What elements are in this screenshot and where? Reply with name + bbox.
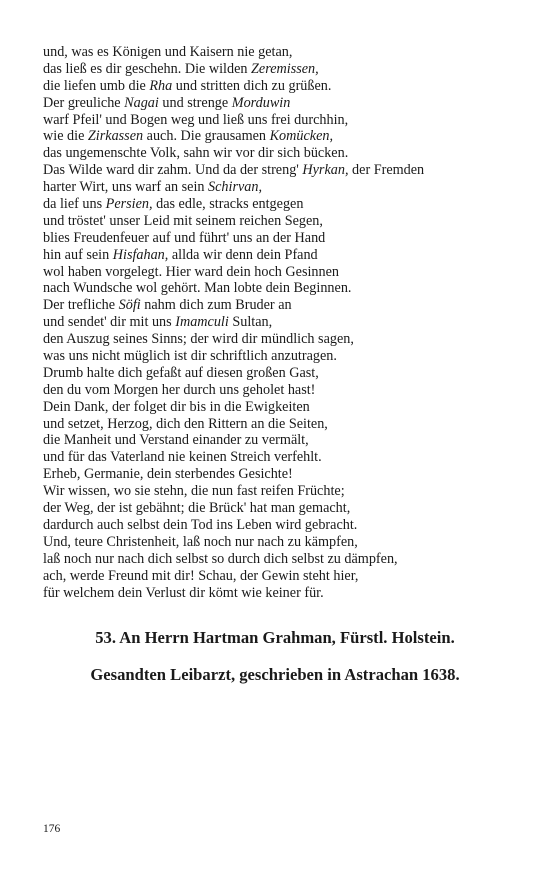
poem-line xyxy=(43,280,513,297)
poem-line xyxy=(43,399,513,416)
poem-line xyxy=(43,365,513,382)
poem-text: nach Wundsche wol gehört. Man lobte dein Beginnen. xyxy=(43,280,352,297)
poem-text: Wir wissen, wo sie stehn, die nun fast reifen Früchte; xyxy=(43,483,345,500)
poem-line xyxy=(43,213,513,230)
poem-text: harter Wirt, uns warf an sein xyxy=(43,179,209,196)
poem-text: dardurch auch selbst dein Tod ins Leben wird gebracht. xyxy=(43,516,358,533)
poem-line xyxy=(43,297,513,314)
poem-text: der Fremden xyxy=(348,162,425,179)
poem-text: das edle, stracks entgegen xyxy=(152,196,304,213)
poem-text: den Auszug seines Sinns; der wird dir mündlich sagen, xyxy=(43,331,354,348)
poem-line xyxy=(43,331,513,348)
poem-line xyxy=(43,44,513,61)
poem-text: und setzet, Herzog, dich den Rittern an die Seiten, xyxy=(43,415,328,432)
poem-text: nahm dich zum Bruder an xyxy=(140,297,292,314)
poem-line xyxy=(43,517,513,534)
italic-place-name: Imamculi xyxy=(175,314,229,331)
poem-text: den du vom Morgen her durch uns geholet hast! xyxy=(43,381,316,398)
italic-place-name: Söfi xyxy=(118,297,141,314)
poem-text: hin auf sein xyxy=(43,246,113,263)
poem-line xyxy=(43,78,513,95)
poem-text: warf Pfeil' und Bogen weg und ließ uns frei durchhin, xyxy=(43,111,349,128)
poem-text: Der trefliche xyxy=(43,297,119,314)
italic-place-name: Persien, xyxy=(105,196,153,213)
poem-text: auch. Die grausamen xyxy=(143,128,270,145)
poem-line xyxy=(43,449,513,466)
poem-text: allda wir denn dein Pfand xyxy=(168,246,318,263)
italic-place-name: Morduwin xyxy=(231,94,291,111)
poem-line xyxy=(43,314,513,331)
italic-place-name: Nagai xyxy=(124,94,159,111)
poem-line xyxy=(43,466,513,483)
poem-text: blies Freudenfeuer auf und führt' uns an der Hand xyxy=(43,229,326,246)
poem-title-line-2: Gesandten Leibarzt, geschrieben in Astrachan 1638. xyxy=(90,665,460,684)
poem-text: Dein Dank, der folget dir bis in die Ewigkeiten xyxy=(43,398,310,415)
poem-line xyxy=(43,247,513,264)
poem-text: Das Wilde ward dir zahm. Und da der streng' xyxy=(43,162,303,179)
poem-text: und tröstet' unser Leid mit seinem reichen Segen, xyxy=(43,212,323,229)
poem-line xyxy=(43,128,513,145)
italic-place-name: Hyrkan, xyxy=(302,162,349,179)
poem-line xyxy=(43,95,513,112)
poem-title-line-1: 53. An Herrn Hartman Grahman, Fürstl. Holstein. xyxy=(95,628,455,647)
poem-text: Sultan, xyxy=(228,314,273,331)
poem-text: für welchem dein Verlust dir kömt wie keiner für. xyxy=(43,584,324,601)
poem-text: laß noch nur nach dich selbst so durch dich selbst zu dämpfen, xyxy=(43,550,398,567)
italic-place-name: Komücken, xyxy=(269,128,334,145)
italic-place-name: Hisfahan, xyxy=(112,246,169,263)
poem-line xyxy=(43,230,513,247)
poem-text: das ließ es dir geschehn. Die wilden xyxy=(43,60,252,77)
poem-text: wie die xyxy=(43,128,88,145)
poem-text: die liefen umb die xyxy=(43,77,150,94)
poem-line xyxy=(43,145,513,162)
poem-text: Der greuliche xyxy=(43,94,125,111)
italic-place-name: Schirvan, xyxy=(208,179,263,196)
poem-text: ach, werde Freund mit dir! Schau, der Gewin steht hier, xyxy=(43,567,359,584)
italic-place-name: Zeremissen, xyxy=(251,60,319,77)
poem-text: und stritten dich zu grüßen. xyxy=(172,77,332,94)
poem-line xyxy=(43,179,513,196)
poem-line xyxy=(43,112,513,129)
poem-line xyxy=(43,568,513,585)
poem-text: was uns nicht müglich ist dir schriftlich anzutragen. xyxy=(43,348,337,365)
poem-line xyxy=(43,196,513,213)
poem-line xyxy=(43,61,513,78)
poem-text: und für das Vaterland nie keinen Streich verfehlt. xyxy=(43,449,322,466)
poem-line xyxy=(43,432,513,449)
italic-place-name: Zirkassen xyxy=(87,128,144,145)
poem-text: Und, teure Christenheit, laß noch nur nach zu kämpfen, xyxy=(43,533,358,550)
poem-line xyxy=(43,162,513,179)
poem-line xyxy=(43,382,513,399)
poem-line xyxy=(43,483,513,500)
poem-text: das ungemenschte Volk, sahn wir vor dir sich bücken. xyxy=(43,145,349,162)
poem-text: wol haben vorgelegt. Hier ward dein hoch Gesinnen xyxy=(43,263,340,280)
poem-line xyxy=(43,585,513,602)
poem-line xyxy=(43,500,513,517)
poem-text: und, was es Königen und Kaisern nie getan, xyxy=(43,44,293,60)
poem-body xyxy=(43,44,513,601)
poem-text: der Weg, der ist gebähnt; die Brück' hat man gemacht, xyxy=(43,500,351,517)
poem-text: da lief uns xyxy=(43,196,106,213)
poem-line xyxy=(43,416,513,433)
poem-line xyxy=(43,348,513,365)
poem-text: die Manheit und Verstand einander zu vermält, xyxy=(43,432,309,449)
poem-text: Drumb halte dich gefaßt auf diesen großen Gast, xyxy=(43,364,319,381)
italic-place-name: Rha xyxy=(149,77,173,94)
poem-text: Erheb, Germanie, dein sterbendes Gesichte! xyxy=(43,466,293,483)
poem-text: und sendet' dir mit uns xyxy=(43,314,176,331)
poem-line xyxy=(43,264,513,281)
poem-text: und strenge xyxy=(158,94,232,111)
page-number: 176 xyxy=(43,823,61,835)
poem-line xyxy=(43,551,513,568)
poem-line xyxy=(43,534,513,551)
